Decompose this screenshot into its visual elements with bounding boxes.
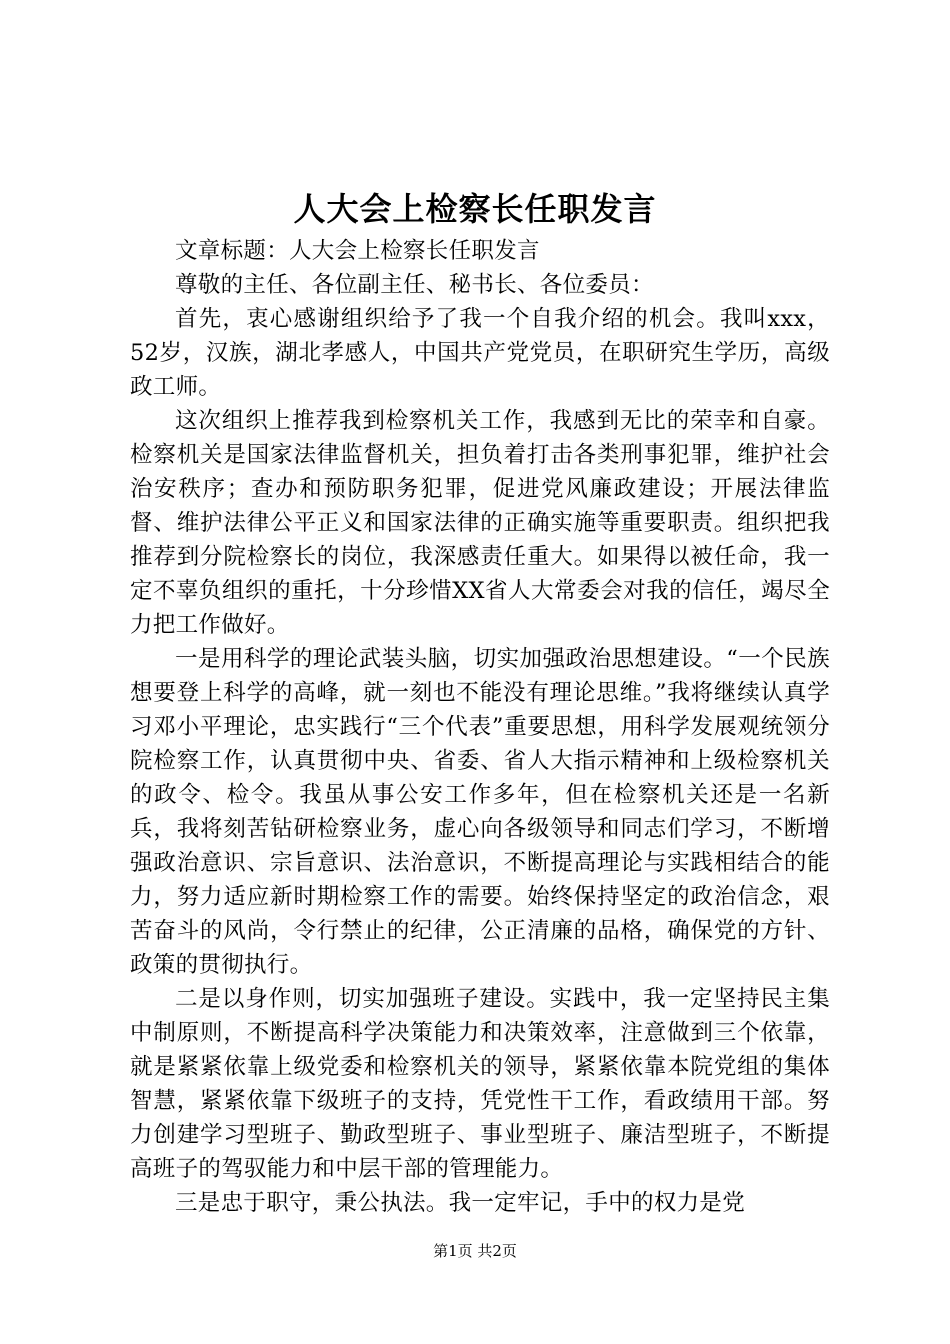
document-body [130, 234, 830, 1220]
document-title: 人大会上检察长任职发言 [293, 190, 657, 228]
paragraph-introduction: 首先，衷心感谢组织给予了我一个自我介绍的机会。我叫xxx，52岁，汉族，湖北孝感人，中国共产党党员，在职研究生学历，高级政工师。 [130, 306, 830, 400]
paragraph-recommendation: 这次组织上推荐我到检察机关工作，我感到无比的荣幸和自豪。检察机关是国家法律监督机关，担负着打击各类刑事犯罪，维护社会治安秩序；查办和预防职务犯罪，促进党风廉政建设；开展法律监督、维护法律公平正义和国家法律的正确实施等重要职责。组织把我推荐到分院检察长的岗位，我深感责任重大。如果得以被任命，我一定不辜负组织的重托，十分珍惜XX省人大常委会对我的信任，竭尽全力把工作做好。 [130, 408, 830, 638]
page-footer: 第1页 共2页 [433, 1242, 517, 1260]
paragraph-point-one: 一是用科学的理论武装头脑，切实加强政治思想建设。“一个民族想要登上科学的高峰，就一刻也不能没有理论思维。”我将继续认真学习邓小平理论，忠实践行“三个代表”重要思想，用科学发展观统领分院检察工作，认真贯彻中央、省委、省人大指示精神和上级检察机关的政令、检令。我虽从事公安工作多年，但在检察机关还是一名新兵，我将刻苦钻研检察业务，虚心向各级领导和同志们学习，不断增强政治意识、宗旨意识、法治意识，不断提高理论与实践相结合的能力，努力适应新时期检察工作的需要。始终保持坚定的政治信念，艰苦奋斗的风尚，令行禁止的纪律，公正清廉的品格，确保党的方针、政策的贯彻执行。 [130, 646, 830, 978]
paragraph-article-title: 文章标题：人大会上检察长任职发言 [175, 238, 540, 264]
paragraph-point-two: 二是以身作则，切实加强班子建设。实践中，我一定坚持民主集中制原则，不断提高科学决策能力和决策效率，注意做到三个依靠，就是紧紧依靠上级党委和检察机关的领导，紧紧依靠本院党组的集体智慧，紧紧依靠下级班子的支持，凭党性干工作，看政绩用干部。努力创建学习型班子、勤政型班子、事业型班子、廉洁型班子，不断提高班子的驾驭能力和中层干部的管理能力。 [130, 986, 830, 1182]
paragraph-salutation: 尊敬的主任、各位副主任、秘书长、各位委员： [175, 272, 654, 298]
paragraph-point-three: 三是忠于职守，秉公执法。我一定牢记，手中的权力是党 [175, 1190, 746, 1216]
